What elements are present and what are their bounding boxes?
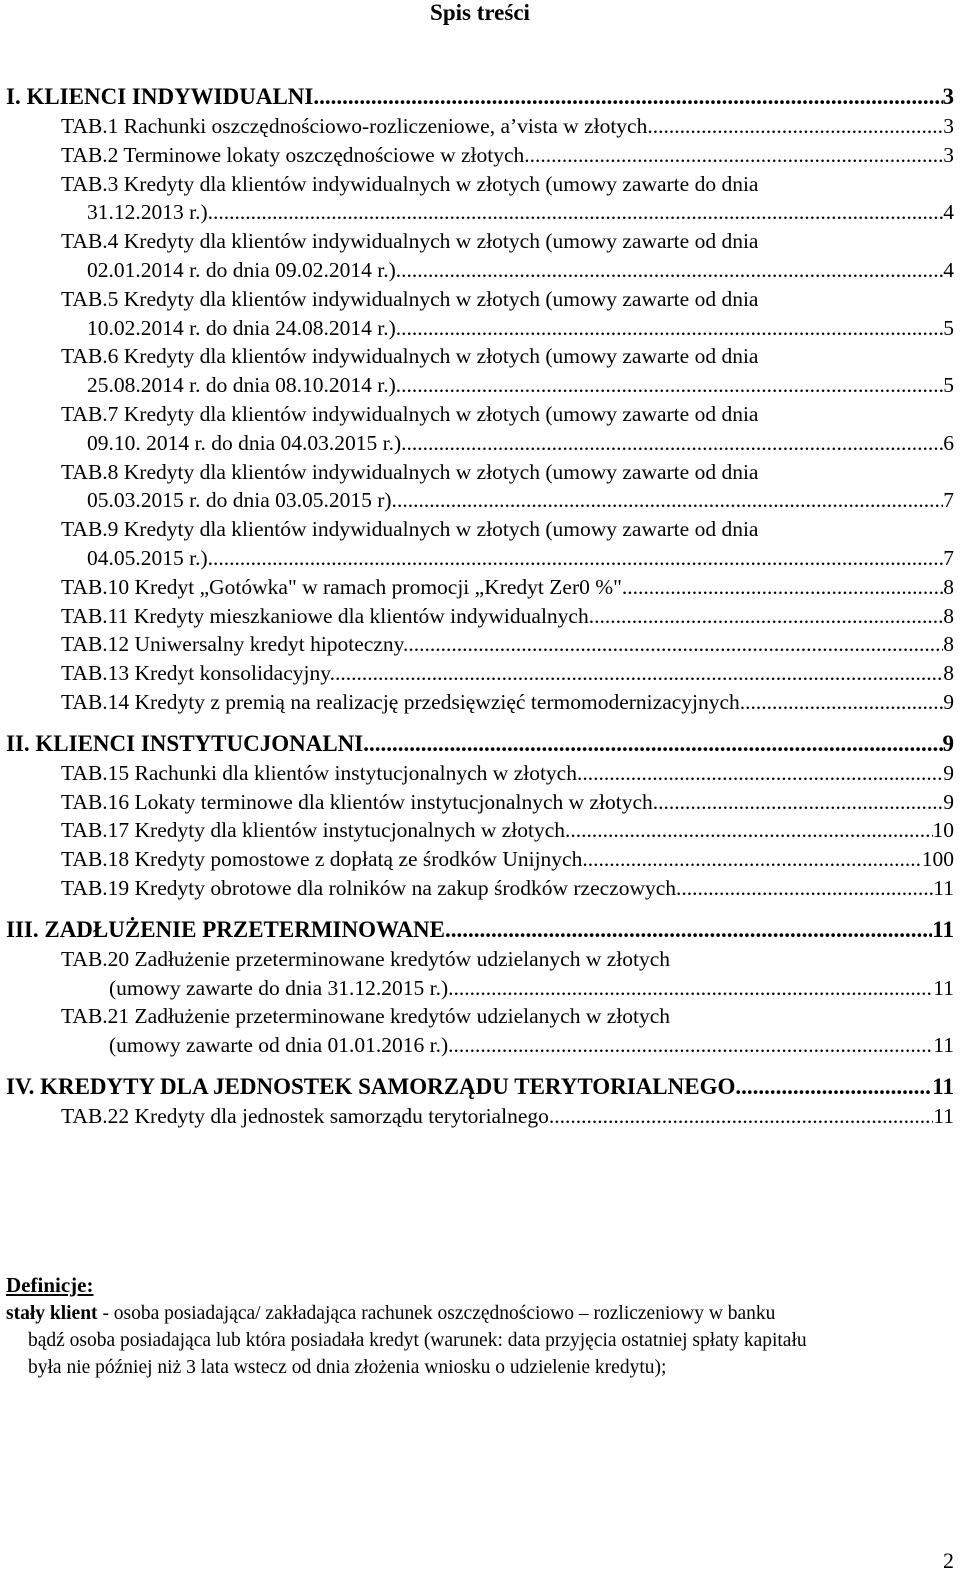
leader-dots bbox=[681, 874, 933, 903]
entry-text: TAB.7 Kredyty dla klientów indywidualnych w złotych (umowy zawarte od dnia bbox=[61, 401, 759, 426]
toc-entry-continuation[interactable] bbox=[6, 486, 954, 515]
toc-entry[interactable] bbox=[6, 227, 954, 256]
page-ref: 4 bbox=[943, 200, 954, 225]
toc-entry[interactable] bbox=[6, 112, 954, 141]
leader-dots bbox=[408, 630, 943, 659]
definitions bbox=[6, 1270, 954, 1381]
toc-section-heading[interactable] bbox=[6, 917, 954, 945]
toc-entry[interactable] bbox=[6, 400, 954, 429]
leader-dots bbox=[658, 788, 943, 817]
toc-entry-continuation[interactable] bbox=[6, 1031, 954, 1060]
page-ref: 9 bbox=[943, 789, 954, 814]
toc-entry[interactable] bbox=[6, 515, 954, 544]
leader-dots bbox=[448, 1031, 933, 1060]
entry-text: TAB.6 Kredyty dla klientów indywidualnych w złotych (umowy zawarte od dnia bbox=[61, 344, 759, 369]
toc-entry[interactable] bbox=[6, 874, 954, 903]
entry-text: TAB.1 Rachunki oszczędnościowo-rozliczeniowe, a’vista w złotych. bbox=[61, 114, 653, 138]
entry-text: TAB.11 Kredyty mieszkaniowe dla klientów indywidualnych. bbox=[61, 603, 595, 628]
toc-entry[interactable] bbox=[6, 945, 954, 974]
leader-dots bbox=[208, 198, 944, 227]
definition-term: stały klient bbox=[6, 1303, 98, 1324]
leader-dots bbox=[396, 256, 944, 285]
definition-line: bądź osoba posiadająca lub która posiadała kredyt (warunek: data przyjęcia ostatniej spłaty kapitału bbox=[28, 1330, 807, 1351]
entry-text: 09.10. 2014 r. do dnia 04.03.2015 r.) bbox=[87, 430, 402, 455]
leader-dots bbox=[745, 688, 943, 717]
page-ref: 4 bbox=[943, 257, 954, 282]
toc-section-heading[interactable] bbox=[6, 731, 954, 759]
entry-text: 04.05.2015 r.) bbox=[87, 545, 208, 570]
entry-text: 02.01.2014 r. do dnia 09.02.2014 r.) bbox=[87, 257, 396, 282]
page-ref: 7 bbox=[943, 545, 954, 570]
page-ref: 11 bbox=[932, 1073, 954, 1099]
leader-dots bbox=[208, 544, 944, 573]
toc-entry[interactable] bbox=[6, 285, 954, 314]
leader-dots bbox=[582, 759, 943, 788]
entry-text: TAB.3 Kredyty dla klientów indywidualnych w złotych (umowy zawarte do dnia bbox=[61, 171, 759, 196]
entry-text: TAB.15 Rachunki dla klientów instytucjonalnych w złotych. bbox=[61, 760, 583, 785]
entry-text: TAB.14 Kredyty z premią na realizację przedsięwzięć termomodernizacyjnych. bbox=[61, 689, 746, 714]
page-ref: 10 bbox=[932, 818, 954, 843]
entry-text: TAB.21 Zadłużenie przeterminowane kredytów udzielanych w złotych bbox=[61, 1004, 671, 1029]
entry-text: (umowy zawarte od dnia 01.01.2016 r.) bbox=[109, 1033, 449, 1058]
entry-text: TAB.19 Kredyty obrotowe dla rolników na zakup środków rzeczowych. bbox=[61, 875, 682, 900]
toc-entry[interactable] bbox=[6, 573, 954, 602]
page-ref: 7 bbox=[943, 488, 954, 513]
toc-entry[interactable] bbox=[6, 845, 954, 874]
toc-entry[interactable] bbox=[6, 1102, 954, 1131]
leader-dots bbox=[396, 314, 944, 343]
page-ref: 9 bbox=[943, 760, 954, 785]
page-ref: 5 bbox=[943, 315, 954, 340]
page-ref: 8 bbox=[943, 661, 954, 686]
leader-dots bbox=[653, 112, 944, 141]
page-ref: 100 bbox=[921, 847, 954, 872]
leader-dots bbox=[445, 917, 932, 943]
toc-entry[interactable] bbox=[6, 141, 954, 170]
leader-dots bbox=[530, 141, 944, 170]
entry-text: TAB.12 Uniwersalny kredyt hipoteczny. bbox=[61, 632, 409, 657]
entry-text: TAB.20 Zadłużenie przeterminowane kredytów udzielanych w złotych bbox=[61, 946, 671, 971]
entry-text: TAB.4 Kredyty dla klientów indywidualnych w złotych (umowy zawarte od dnia bbox=[61, 229, 759, 254]
page-ref: 11 bbox=[933, 975, 954, 1000]
page-ref: 11 bbox=[932, 916, 954, 942]
leader-dots bbox=[363, 731, 942, 757]
leader-dots bbox=[397, 486, 943, 515]
definition-line: była nie później niż 3 lata wstecz od dnia złożenia wniosku o udzielenie kredytu); bbox=[28, 1357, 667, 1378]
leader-dots bbox=[735, 1074, 932, 1100]
page-ref: 3 bbox=[942, 84, 954, 109]
page-ref: 11 bbox=[933, 1033, 954, 1058]
toc-section-heading[interactable] bbox=[6, 1074, 954, 1102]
toc-entry[interactable] bbox=[6, 630, 954, 659]
page-ref: 8 bbox=[943, 574, 954, 599]
entry-text: TAB.10 Kredyt „Gotówka" w ramach promocji „Kredyt Zer0 %" bbox=[61, 574, 622, 599]
entry-text: TAB.5 Kredyty dla klientów indywidualnych w złotych (umowy zawarte od dnia bbox=[61, 286, 759, 311]
leader-dots bbox=[401, 429, 943, 458]
page-ref: 5 bbox=[943, 373, 954, 398]
entry-text: 31.12.2013 r.) bbox=[87, 200, 208, 225]
toc-entry[interactable] bbox=[6, 1002, 954, 1031]
section-title: III. ZADŁUŻENIE PRZETERMINOWANE bbox=[6, 916, 445, 942]
entry-text: 25.08.2014 r. do dnia 08.10.2014 r.) bbox=[87, 373, 396, 398]
table-of-contents bbox=[6, 84, 954, 1131]
leader-dots bbox=[396, 371, 944, 400]
page-ref: 9 bbox=[943, 689, 954, 714]
definitions-heading: Definicje: bbox=[6, 1273, 94, 1297]
toc-entry-continuation[interactable] bbox=[6, 256, 954, 285]
entry-text: TAB.18 Kredyty pomostowe z dopłatą ze środków Unijnych. bbox=[61, 847, 588, 872]
toc-entry-continuation[interactable] bbox=[6, 314, 954, 343]
leader-dots bbox=[622, 573, 943, 602]
page-title: Spis treści bbox=[430, 0, 530, 25]
toc-entry[interactable] bbox=[6, 788, 954, 817]
toc-entry[interactable] bbox=[6, 759, 954, 788]
toc-entry-continuation[interactable] bbox=[6, 371, 954, 400]
page-ref: 9 bbox=[942, 730, 954, 756]
toc-entry[interactable] bbox=[6, 688, 954, 717]
toc-entry[interactable] bbox=[6, 659, 954, 688]
toc-entry-continuation[interactable] bbox=[6, 974, 954, 1003]
entry-text: TAB.22 Kredyty dla jednostek samorządu terytorialnego. bbox=[61, 1103, 555, 1128]
entry-text: TAB.9 Kredyty dla klientów indywidualnych w złotych (umowy zawarte od dnia bbox=[61, 517, 759, 542]
toc-section-heading[interactable] bbox=[6, 84, 954, 112]
page-ref: 6 bbox=[943, 430, 954, 455]
entry-text: 10.02.2014 r. do dnia 24.08.2014 r.) bbox=[87, 315, 396, 340]
page-ref: 3 bbox=[943, 142, 954, 167]
toc-entry-continuation[interactable] bbox=[6, 198, 954, 227]
toc-entry[interactable] bbox=[6, 170, 954, 199]
toc-entry[interactable] bbox=[6, 602, 954, 631]
leader-dots bbox=[554, 1102, 933, 1131]
section-title: II. KLIENCI INSTYTUCJONALNI bbox=[6, 730, 364, 756]
definition-line bbox=[6, 1300, 954, 1327]
definition-text: - osoba posiadająca/ zakładająca rachunek oszczędnościowo – rozliczeniowy w banku bbox=[97, 1303, 776, 1324]
toc-entry-continuation[interactable] bbox=[6, 544, 954, 573]
page-ref: 3 bbox=[943, 114, 954, 138]
entry-text: TAB.17 Kredyty dla klientów instytucjonalnych w złotych bbox=[61, 818, 566, 843]
page-ref: 11 bbox=[933, 1103, 954, 1128]
leader-dots bbox=[588, 845, 922, 874]
page-number: 2 bbox=[943, 1548, 954, 1573]
entry-text: 05.03.2015 r. do dnia 03.05.2015 r). bbox=[87, 488, 397, 513]
section-title: IV. KREDYTY DLA JEDNOSTEK SAMORZĄDU TERYTORIALNEGO bbox=[6, 1073, 736, 1099]
leader-dots bbox=[335, 659, 943, 688]
entry-text: (umowy zawarte do dnia 31.12.2015 r.) bbox=[109, 975, 449, 1000]
leader-dots bbox=[313, 84, 942, 110]
page-ref: 11 bbox=[933, 875, 954, 900]
entry-text: TAB.13 Kredyt konsolidacyjny. bbox=[61, 661, 335, 686]
leader-dots bbox=[594, 602, 943, 631]
leader-dots bbox=[448, 974, 933, 1003]
entry-text: TAB.8 Kredyty dla klientów indywidualnych w złotych (umowy zawarte od dnia bbox=[61, 459, 759, 484]
entry-text: TAB.2 Terminowe lokaty oszczędnościowe w złotych. bbox=[61, 142, 530, 167]
entry-text: TAB.16 Lokaty terminowe dla klientów instytucjonalnych w złotych. bbox=[61, 789, 659, 814]
page-ref: 8 bbox=[943, 632, 954, 657]
page-ref: 8 bbox=[943, 603, 954, 628]
toc-entry-continuation[interactable] bbox=[6, 429, 954, 458]
toc-entry[interactable] bbox=[6, 458, 954, 487]
toc-entry[interactable] bbox=[6, 342, 954, 371]
leader-dots bbox=[565, 816, 932, 845]
toc-entry[interactable] bbox=[6, 816, 954, 845]
section-title: I. KLIENCI INDYWIDUALNI bbox=[6, 84, 314, 109]
